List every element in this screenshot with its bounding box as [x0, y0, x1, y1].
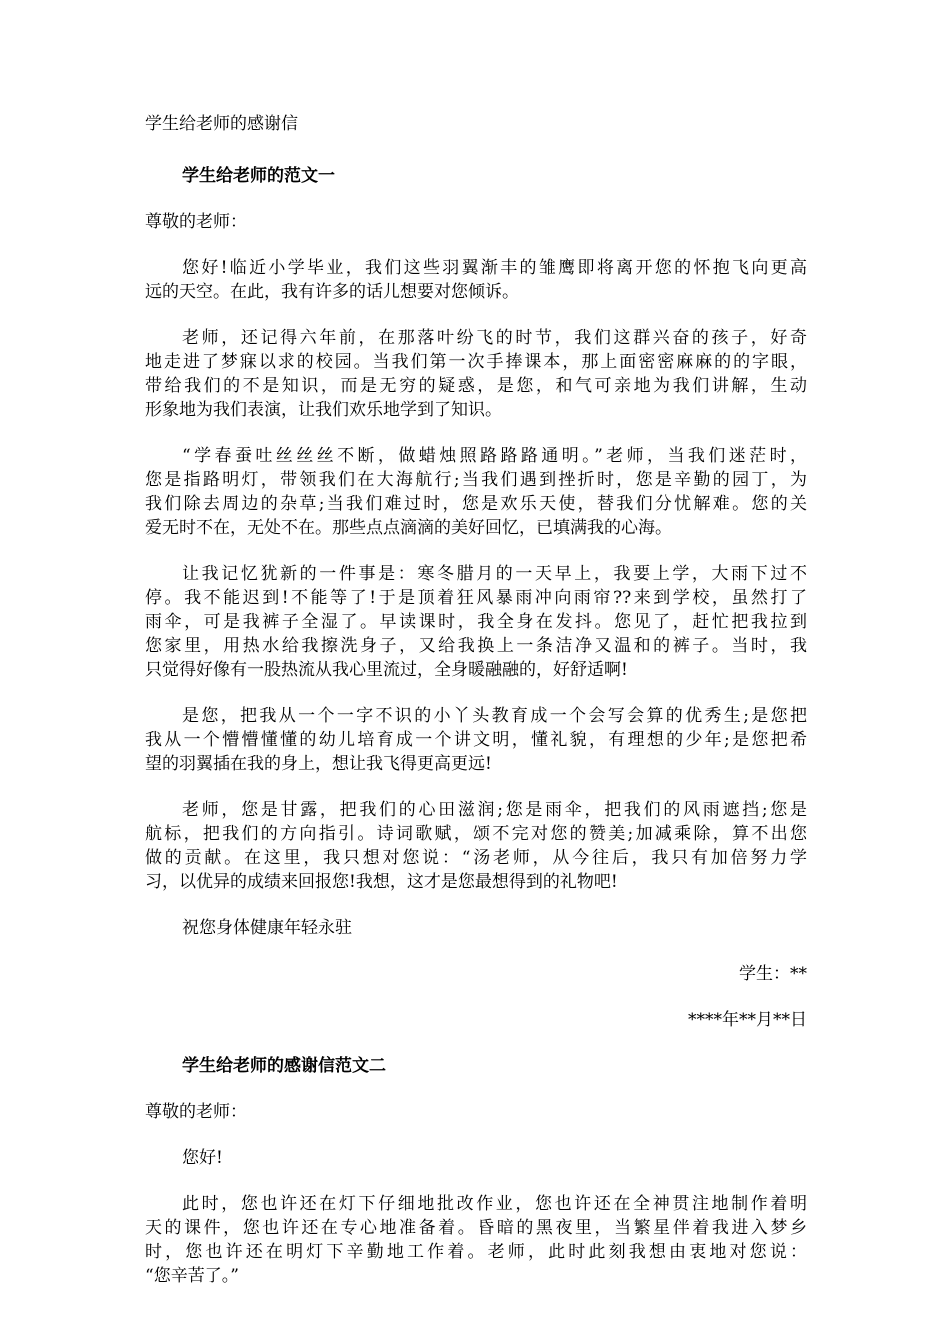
paragraph-line: 您好!临近小学毕业，我们这些羽翼渐丰的雏鹰即将离开您的怀抱飞向更高: [182, 258, 807, 278]
paragraph-line: 雨伞，可是我裤子全湿了。早读课时，我全身在发抖。您见了，赶忙把我拉到: [145, 612, 807, 632]
paragraph-line: 让我记忆犹新的一件事是：寒冬腊月的一天早上，我要上学，大雨下过不: [182, 564, 807, 584]
letter2-salutation: 尊敬的老师：: [145, 1102, 247, 1122]
paragraph: [145, 326, 807, 422]
paragraph-line: 地走进了梦寐以求的校园。当我们第一次手捧课本，那上面密密麻麻的的字眼，: [145, 352, 807, 372]
paragraph-line: 此时，您也许还在灯下仔细地批改作业，您也许还在全神贯注地制作着明: [182, 1194, 807, 1214]
paragraph-line: “您辛苦了。”: [145, 1266, 239, 1286]
paragraph-line: 习，以优异的成绩来回报您!我想，这才是您最想得到的礼物吧!: [145, 872, 618, 892]
letter1-body: [145, 256, 807, 894]
paragraph-line: 远的天空。在此，我有许多的话儿想要对您倾诉。: [145, 282, 519, 302]
paragraph-line: “学春蚕吐丝丝丝不断，做蜡烛照路路路通明。”老师，当我们迷茫时，: [182, 446, 807, 466]
paragraph-line: 我们除去周边的杂草;当我们难过时，您是欢乐天使，替我们分忧解难。您的关: [145, 494, 807, 514]
paragraph-line: 老师，您是甘露，把我们的心田滋润;您是雨伞，把我们的风雨遮挡;您是: [182, 800, 807, 820]
letter1-salutation: 尊敬的老师：: [145, 212, 247, 232]
letter1-closing: 祝您身体健康年轻永驻: [182, 918, 352, 938]
letter2-body: [145, 1192, 807, 1288]
paragraph-line: 您是指路明灯，带领我们在大海航行;当我们遇到挫折时，您是辛勤的园丁，为: [145, 470, 807, 490]
paragraph-line: 望的羽翼插在我的身上，想让我飞得更高更远!: [145, 754, 492, 774]
letter2-greeting: 您好!: [182, 1148, 223, 1168]
paragraph: [145, 444, 807, 540]
paragraph: [145, 1192, 807, 1288]
paragraph-line: 是您，把我从一个一字不识的小丫头教育成一个会写会算的优秀生;是您把: [182, 706, 807, 726]
letter1-signature: 学生：**: [739, 964, 807, 984]
document-title: 学生给老师的感谢信: [145, 114, 298, 134]
letter1-heading: 学生给老师的范文一: [182, 166, 335, 186]
paragraph-line: 带给我们的不是知识，而是无穷的疑惑，是您，和气可亲地为我们讲解，生动: [145, 376, 807, 396]
paragraph-line: 停。我不能迟到!不能等了!于是顶着狂风暴雨冲向雨帘??来到学校，虽然打了: [145, 588, 807, 608]
letter2-heading: 学生给老师的感谢信范文二: [182, 1056, 386, 1076]
letter1-date: ****年**月**日: [688, 1010, 807, 1030]
paragraph-line: 您家里，用热水给我擦洗身子，又给我换上一条洁净又温和的裤子。当时，我: [145, 636, 807, 656]
paragraph: [145, 256, 807, 304]
paragraph: [145, 704, 807, 776]
paragraph-line: 航标，把我们的方向指引。诗词歌赋，颂不完对您的赞美;加减乘除，算不出您: [145, 824, 807, 844]
paragraph-line: 形象地为我们表演，让我们欢乐地学到了知识。: [145, 400, 502, 420]
paragraph-line: 时，您也许还在明灯下辛勤地工作着。老师，此时此刻我想由衷地对您说：: [145, 1242, 807, 1262]
paragraph-line: 我从一个懵懵懂懂的幼儿培育成一个讲文明，懂礼貌，有理想的少年;是您把希: [145, 730, 807, 750]
document-page: [145, 112, 807, 1310]
paragraph-line: 只觉得好像有一股热流从我心里流过，全身暖融融的，好舒适啊!: [145, 660, 628, 680]
paragraph-line: 天的课件，您也许还在专心地准备着。昏暗的黑夜里，当繁星伴着我进入梦乡: [145, 1218, 807, 1238]
paragraph-line: 爱无时不在，无处不在。那些点点滴滴的美好回忆，已填满我的心海。: [145, 518, 672, 538]
paragraph-line: 老师，还记得六年前，在那落叶纷飞的时节，我们这群兴奋的孩子，好奇: [182, 328, 807, 348]
paragraph-line: 做的贡献。在这里，我只想对您说：“汤老师，从今往后，我只有加倍努力学: [145, 848, 807, 868]
paragraph: [145, 798, 807, 894]
paragraph: [145, 562, 807, 682]
